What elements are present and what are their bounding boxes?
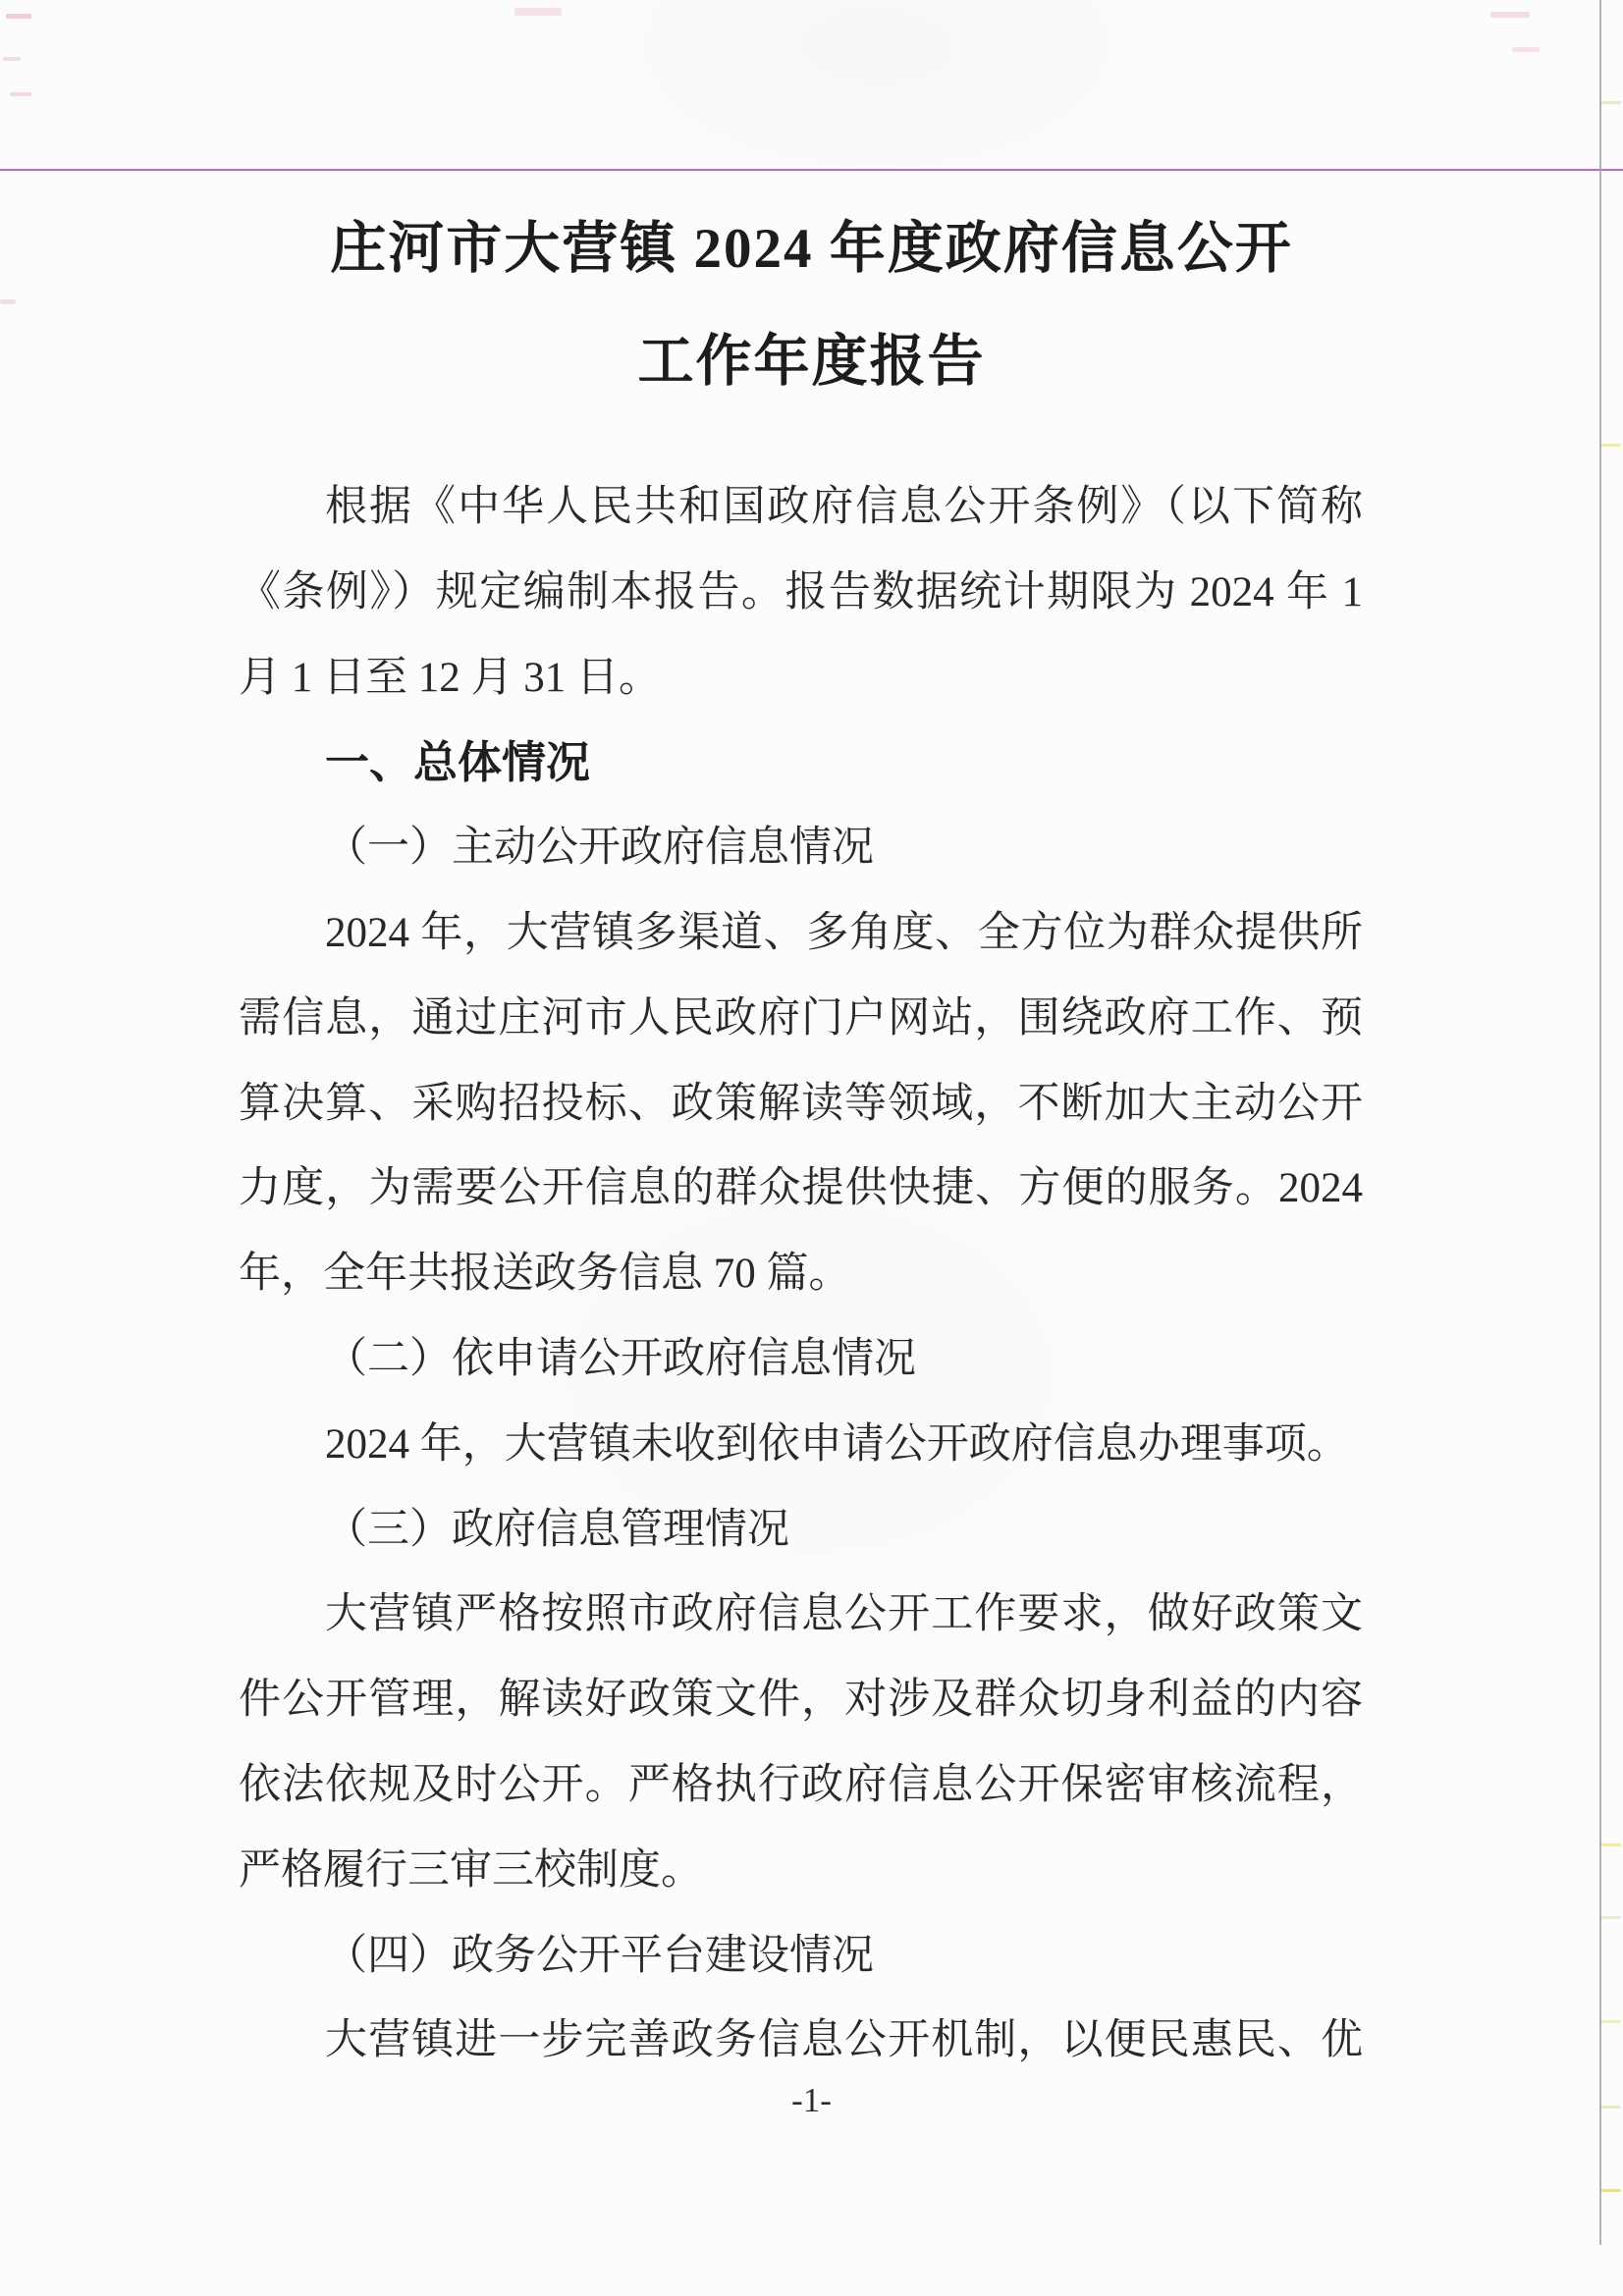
paragraph-line: 严格履行三审三校制度。 [239,1846,703,1894]
paragraph-line: 算决算、采购招投标、政策解读等领域，不断加大主动公开 [239,1080,1363,1127]
subsection-heading: （三）政府信息管理情况 [325,1506,789,1553]
document-title [0,192,1623,418]
paragraph-line: 《条例》）规定编制本报告。报告数据统计期限为 2024 年 1 [239,568,1363,615]
scan-red-mark [514,8,562,16]
paragraph-line: 月 1 日至 12 月 31 日。 [239,654,661,701]
scan-tick [1601,2020,1621,2023]
paragraph-line: 根据《中华人民共和国政府信息公开条例》（以下简称 [325,484,1363,530]
subsection-heading: （二）依申请公开政府信息情况 [325,1335,916,1382]
paragraph-line: 年，全年共报送政务信息 70 篇。 [239,1251,851,1298]
scan-tick [1601,1916,1621,1919]
paragraph-line: 大营镇进一步完善政务信息公开机制，以便民惠民、优 [325,2017,1363,2064]
scan-tick [1601,1843,1621,1846]
paragraph-line: 件公开管理，解读好政策文件，对涉及群众切身利益的内容 [239,1677,1363,1724]
scan-red-mark [6,14,31,19]
scan-red-mark [3,57,21,61]
paragraph-line: 2024 年，大营镇多渠道、多角度、全方位为群众提供所 [325,909,1363,956]
title-line-2: 工作年度报告 [637,331,986,393]
subsection-heading: （四）政务公开平台建设情况 [325,1932,874,1979]
paragraph-line: 2024 年，大营镇未收到依申请公开政府信息办理事项。 [325,1420,1349,1468]
scan-tick [1601,101,1621,104]
scan-red-mark [10,92,31,96]
scan-tick [1601,2189,1621,2192]
paragraph-line: 大营镇严格按照市政府信息公开工作要求，做好政策文 [325,1591,1363,1638]
horizontal-scan-line [0,169,1623,171]
scan-red-mark [1512,47,1540,52]
subsection-heading: （一）主动公开政府信息情况 [325,825,874,872]
section-heading: 一、总体情况 [325,737,591,788]
scan-red-mark [1490,12,1530,18]
page-number: -1- [791,2081,832,2119]
paragraph-line: 依法依规及时公开。严格执行政府信息公开保密审核流程， [239,1761,1363,1808]
paragraph-line: 力度，为需要公开信息的群众提供快捷、方便的服务。2024 [239,1165,1363,1212]
paragraph-line: 需信息，通过庄河市人民政府门户网站，围绕政府工作、预 [239,994,1363,1041]
title-line-1: 庄河市大营镇 2024 年度政府信息公开 [330,218,1293,280]
document-body [239,465,1363,2084]
scan-tick [1601,444,1621,447]
